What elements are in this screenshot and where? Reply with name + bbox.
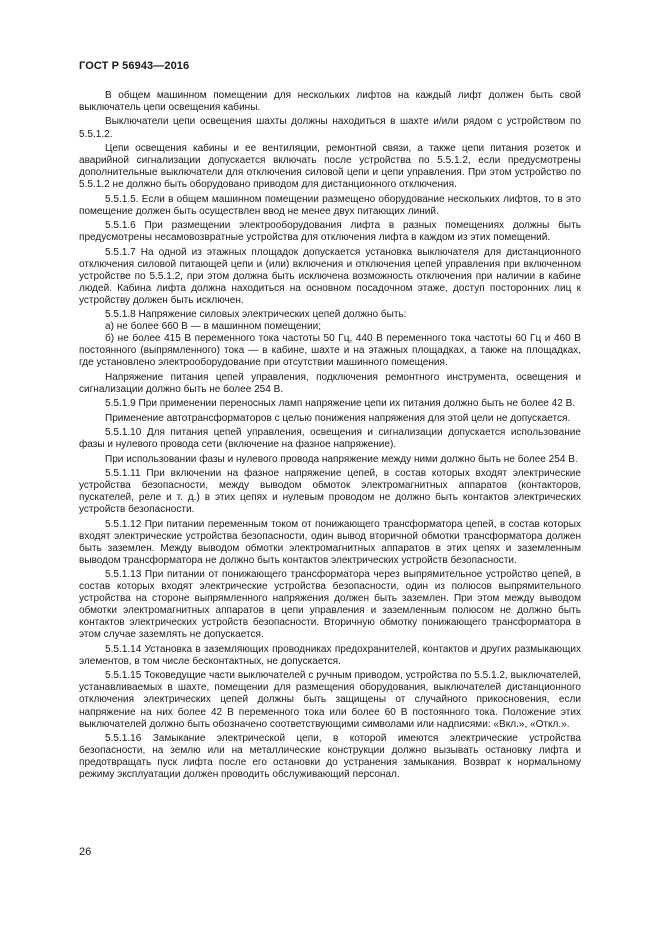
page-number: 26 xyxy=(79,846,92,858)
paragraph: 5.5.1.16 Замыкание электрической цепи, в которой имеются электрические устройства безопасности, на землю или на металлические конструкции должно вызывать остановку лифта и предотвращать пуск лифта после его остановки до устранения замыкания. Возврат к нормальному режиму эксплуатации должен проводить обслуживающий персонал. xyxy=(79,732,581,781)
paragraph: В общем машинном помещении для нескольких лифтов на каждый лифт должен быть свой выключатель цепи освещения кабины. xyxy=(79,90,581,114)
document-body xyxy=(79,90,581,784)
document-header: ГОСТ Р 56943—2016 xyxy=(79,60,190,72)
paragraph: Выключатели цепи освещения шахты должны находиться в шахте и/или рядом с устройством по 5.5.1.2. xyxy=(79,116,581,140)
list-item: б) не более 415 В переменного тока частоты 50 Гц, 440 В переменного тока частоты 60 Гц и 460 В постоянного (выпрямленного) тока — в кабине, шахте и на этажных площадках, а также на площадках, где установлено электрооборудование при отсутствии машинного помещения. xyxy=(79,333,581,369)
paragraph: 5.5.1.8 Напряжение силовых электрических цепей должно быть: xyxy=(105,309,407,321)
paragraph: 5.5.1.15 Токоведущие части выключателей с ручным приводом, устройства по 5.5.1.2, выключателей, устанавливаемых в шахте, помещении для размещения оборудования, выключателей дистанционного отключения электрических цепей должны быть защищены от случайного прикосновения, если напряжение на них более 42 В переменного тока или более 60 В постоянного тока. Положение этих выключателей должно быть обозначено соответствующими символами или надписями: «Вкл.», «Откл.». xyxy=(79,670,581,730)
paragraph: 5.5.1.7 На одной из этажных площадок допускается установка выключателя для дистанционного отключения силовой питающей цепи и (или) включения и отключения цепей управления при включенном устройстве по 5.5.1.2, при этом должна быть исключена возможность отключения при наличии в кабине людей. Кабина лифта должна находиться на основном посадочном этаже, доступ посторонних лиц к устройству должен быть исключен. xyxy=(79,246,581,306)
paragraph: 5.5.1.10 Для питания цепей управления, освещения и сигнализации допускается использование фазы и нулевого провода сети (включение на фазное напряжение). xyxy=(79,427,581,451)
paragraph: 5.5.1.11 При включении на фазное напряжение цепей, в состав которых входят электрические устройства безопасности, между выводом обмоток электромагнитных аппаратов (контакторов, пускателей, реле и т. д.) в этих цепях и нулевым проводом не должно быть контактов электрических устройств безопасности. xyxy=(79,468,581,516)
paragraph: Цепи освещения кабины и ее вентиляции, ремонтной связи, а также цепи питания розеток и аварийной сигнализации допускается включать после устройства по 5.5.1.2, если предусмотрены дополнительные выключатели для отключения силовой цепи и цепи управления. При этом устройство по 5.5.1.2 не должно быть оборудовано приводом для дистанционного отключения. xyxy=(79,142,581,191)
paragraph: При использовании фазы и нулевого провода напряжение между ними должно быть не более 254 В. xyxy=(105,453,578,465)
paragraph: Напряжение питания цепей управления, подключения ремонтного инструмента, освещения и сигнализации должно быть не более 254 В. xyxy=(79,371,581,395)
paragraph: 5.5.1.9 При применении переносных ламп напряжение цепи их питания должно быть не более 42 В. xyxy=(105,398,576,410)
list-item: а) не более 660 В — в машинном помещении; xyxy=(105,321,321,333)
paragraph: Применение автотрансформаторов с целью понижения напряжения для этой цели не допускается. xyxy=(105,412,571,424)
paragraph: 5.5.1.14 Установка в заземляющих проводниках предохранителей, контактов и других размыкающих элементов, в том числе бесконтактных, не допускается. xyxy=(79,643,581,667)
paragraph: 5.5.1.5. Если в общем машинном помещении размещено оборудование нескольких лифтов, то в это помещение должен быть осуществлен ввод не менее двух питающих линий. xyxy=(79,193,581,217)
paragraph: 5.5.1.12 При питании переменным током от понижающего трансформатора цепей, в состав которых входят электрические устройства безопасности, один вывод вторичной обмотки трансформатора должен быть заземлен. Между выводом обмотки электромагнитных аппаратов в этих цепях и заземленным выводом трансформатора не должно быть контактов электрических устройств безопасности. xyxy=(79,518,581,566)
paragraph: 5.5.1.6 При размещении электрооборудования лифта в разных помещениях должны быть предусмотрены несамовозвратные устройства для отключения лифта в каждом из этих помещений. xyxy=(79,220,581,244)
paragraph: 5.5.1.13 При питании от понижающего трансформатора через выпрямительное устройство цепей, в состав которых входят электрические устройства безопасности, один из полюсов выпрямительного устройства на стороне выпрямленного напряжения должен быть заземлен. При этом между выводом обмотки электромагнитных аппаратов в цепи управления и заземленным полюсом не должно быть контактов электрических устройств безопасности. Вторичную обмотку понижающего трансформатора в этом случае заземлять не допускается. xyxy=(79,569,581,641)
